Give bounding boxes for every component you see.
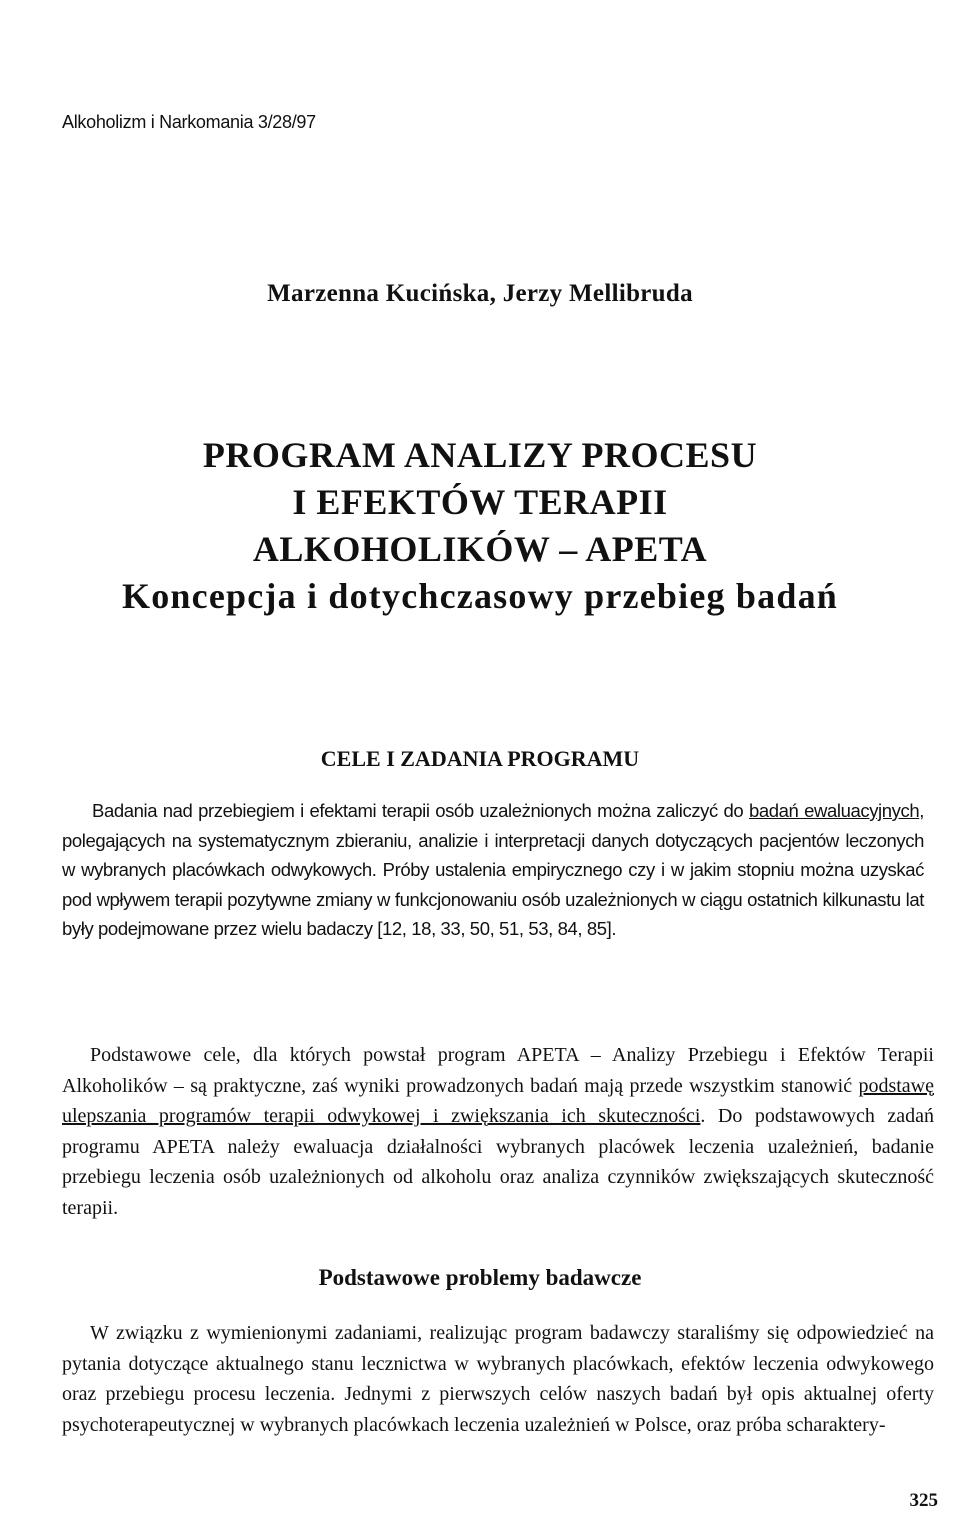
journal-header: Alkoholizm i Narkomania 3/28/97 — [62, 112, 316, 132]
paragraph-text: Badania nad przebiegiem i efektami terapii osób uzależnionych można zaliczyć do — [92, 800, 749, 821]
page-number: 325 — [909, 1490, 938, 1511]
article-title — [0, 432, 960, 620]
underlined-phrase: podstawę ulepszania programów terapii odwykowej i zwiększania ich skuteczności — [62, 1074, 934, 1127]
paragraph-text: , polegających na systematycznym zbieraniu, analizie i interpretacji danych dotyczących pacjentów leczonych w wybranych placówkach odwykowych. Próby ustalenia empirycznego czy i w jakim stopniu można uzyskać pod wpływem terapii pozytywne zmiany w funkcjonowaniu osób uzależnionych w ciągu ostatnich kilkunastu lat były podejmowane przez wielu badaczy [12, 18, 33, 50, 51, 53, 84, 85]. — [62, 800, 924, 939]
section-heading-goals: CELE I ZADANIA PROGRAMU — [320, 746, 640, 771]
title-line-3: ALKOHOLIKÓW – APETA — [252, 529, 708, 569]
paragraph-text: Podstawowe cele, dla których powstał program APETA – Analizy Przebiegu i Efektów Terapii Alkoholików – są praktyczne, zaś wyniki prowadzonych badań mają przede wszystkim stanowić — [62, 1044, 934, 1097]
underlined-phrase: badań ewaluacyjnych — [749, 800, 920, 821]
paragraph-goals-apeta — [62, 1040, 934, 1223]
paragraph-text: . Do podstawowych zadań programu APETA należy ewaluacja działalności wybranych placówek leczenia uzależnień, badanie przebiegu leczenia osób uzależnionych od alkoholu oraz analiza czynników zwiększających skuteczność terapii. — [62, 1105, 934, 1219]
title-line-1: PROGRAM ANALIZY PROCESU — [202, 435, 758, 475]
paragraph-research-problems: W związku z wymienionymi zadaniami, realizując program badawczy staraliśmy się odpowiedzieć na pytania dotyczące aktualnego stanu lecznictwa w wybranych placówkach, efektów leczenia odwykowego oraz przebiegu procesu leczenia. Jednymi z pierwszych celów naszych badań był opis aktualnej oferty psychoterapeutycznej w wybranych placówkach leczenia uzależnień w Polsce, oraz próba scharaktery- — [62, 1322, 934, 1436]
article-authors: Marzenna Kucińska, Jerzy Mellibruda — [267, 280, 693, 307]
section-heading-problems: Podstawowe problemy badawcze — [318, 1265, 642, 1290]
paragraph-goals-intro — [62, 796, 924, 944]
title-line-2: I EFEKTÓW TERAPII — [292, 482, 668, 522]
article-subtitle: Koncepcja i dotychczasowy przebieg badań — [122, 576, 838, 616]
